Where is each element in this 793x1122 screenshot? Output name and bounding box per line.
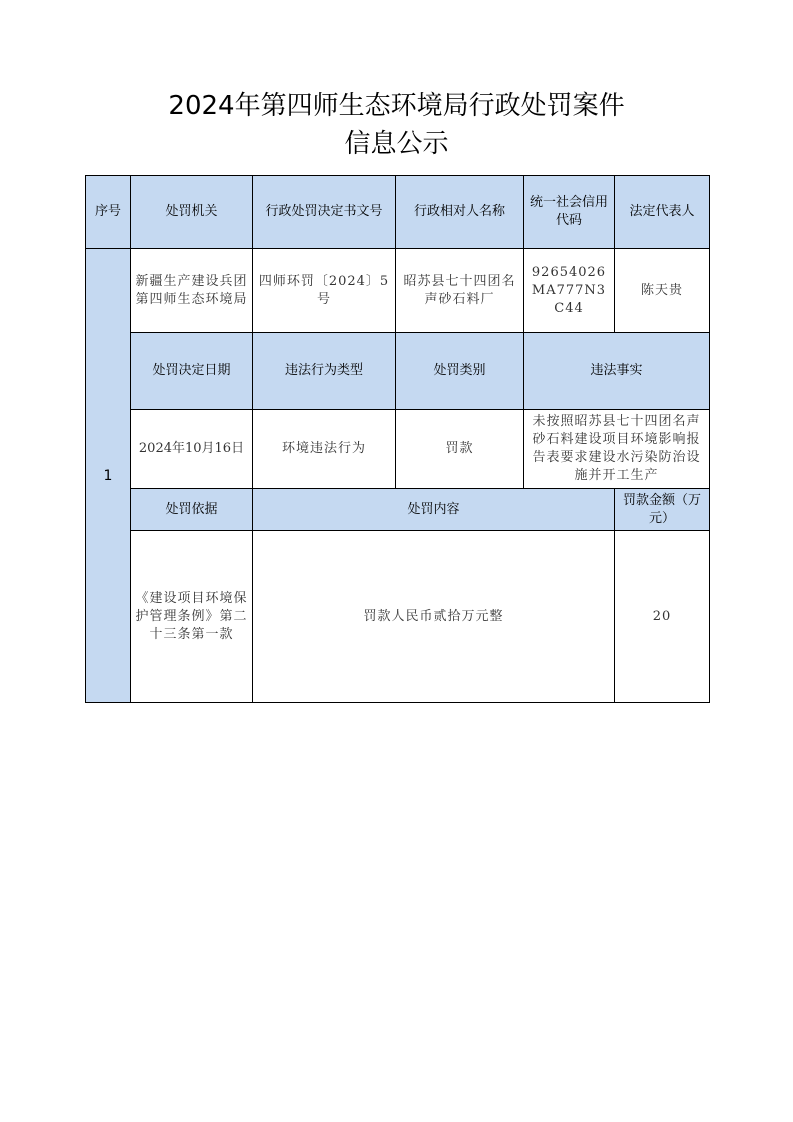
record-row-1 [86, 249, 710, 333]
header-content: 处罚内容 [253, 489, 615, 531]
credit-code-cell: 92654026MA777N3C44 [524, 249, 615, 333]
page-title-line1: 2024年第四师生态环境局行政处罚案件 [168, 91, 625, 121]
header-authority: 处罚机关 [131, 176, 253, 249]
record-row-2 [86, 410, 710, 489]
legal-rep-cell: 陈天贵 [615, 249, 710, 333]
header-row [86, 176, 710, 249]
content-cell: 罚款人民币贰拾万元整 [253, 531, 615, 703]
header-seq: 序号 [86, 176, 131, 249]
header-doc-number: 行政处罚决定书文号 [253, 176, 396, 249]
doc-number-cell: 四师环罚〔2024〕5号 [253, 249, 396, 333]
header-violation-facts: 违法事实 [524, 333, 710, 410]
header-decision-date: 处罚决定日期 [131, 333, 253, 410]
seq-cell: 1 [86, 249, 131, 703]
header-violation-type: 违法行为类型 [253, 333, 396, 410]
header-legal-rep: 法定代表人 [615, 176, 710, 249]
header-amount: 罚款金额（万元） [615, 489, 710, 531]
amount-cell: 20 [615, 531, 710, 703]
page-title-line2: 信息公示 [344, 129, 449, 159]
header-party-name: 行政相对人名称 [396, 176, 524, 249]
basis-cell: 《建设项目环境保护管理条例》第二十三条第一款 [131, 531, 253, 703]
decision-date-cell: 2024年10月16日 [131, 410, 253, 489]
header-row-2 [86, 333, 710, 410]
header-row-3 [86, 489, 710, 531]
record-row-3 [86, 531, 710, 703]
penalty-category-cell: 罚款 [396, 410, 524, 489]
violation-facts-cell: 未按照昭苏县七十四团名声砂石料建设项目环境影响报告表要求建设水污染防治设施并开工生产 [524, 410, 710, 489]
header-penalty-category: 处罚类别 [396, 333, 524, 410]
header-basis: 处罚依据 [131, 489, 253, 531]
authority-cell: 新疆生产建设兵团第四师生态环境局 [131, 249, 253, 333]
header-credit-code: 统一社会信用代码 [524, 176, 615, 249]
violation-type-cell: 环境违法行为 [253, 410, 396, 489]
penalty-table [85, 175, 710, 703]
party-name-cell: 昭苏县七十四团名声砂石料厂 [396, 249, 524, 333]
